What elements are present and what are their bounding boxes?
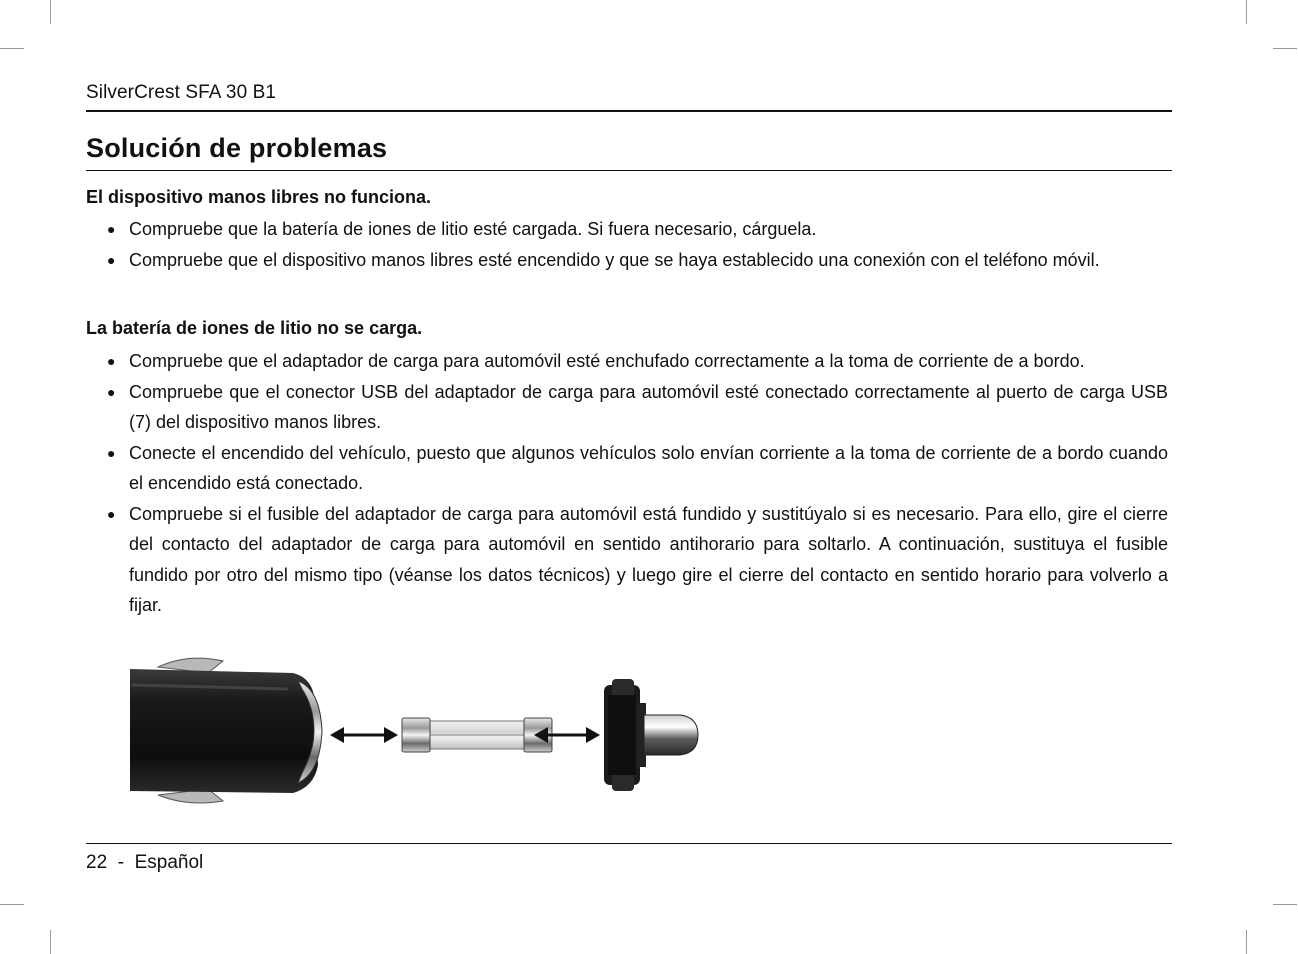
contact-cap-image	[604, 679, 698, 791]
bullet-icon: ●	[107, 353, 116, 369]
bullet-icon: ●	[107, 444, 116, 461]
crop-mark	[1246, 0, 1247, 24]
solution-list	[104, 346, 1168, 621]
double-arrow-icon	[534, 727, 600, 743]
list-item-text: Compruebe que el dispositivo manos libres esté encendido y que se haya establecido una conexión con el teléfono móvil.	[129, 249, 1100, 270]
bullet-icon: ●	[107, 505, 116, 522]
bullet-icon: ●	[107, 383, 116, 400]
list-item	[104, 346, 1168, 377]
crop-mark	[1273, 48, 1297, 49]
list-item-text: Compruebe que el adaptador de carga para automóvil esté enchufado correctamente a la toma de corriente de a bordo.	[129, 351, 1085, 371]
list-item-text: Compruebe si el fusible del adaptador de carga para automóvil está fundido y sustitúyalo si es necesario. Para ello, gire el cierre del contacto del adaptador de carga para automóvil en sentido antihorario para soltarlo. A continuación, sustituya el fusible fundido por otro del mismo tipo (véanse los datos técnicos) y luego gire el cierre del contacto en sentido horario para volverlo a fijar.	[129, 503, 1168, 615]
fuse-replacement-figure	[128, 655, 708, 807]
crop-mark	[1246, 930, 1247, 954]
list-item	[104, 377, 1168, 438]
problem-heading: La batería de iones de litio no se carga.	[86, 318, 423, 338]
list-item-text: Compruebe que el conector USB del adaptador de carga para automóvil esté conectado correctamente al puerto de carga USB (7) del dispositivo manos libres.	[129, 381, 1168, 432]
bullet-icon: ●	[107, 221, 116, 237]
footer-rule	[86, 843, 1172, 844]
crop-mark	[0, 904, 24, 905]
crop-mark	[1273, 904, 1297, 905]
list-item	[104, 438, 1168, 499]
list-item-text: Conecte el encendido del vehículo, puesto que algunos vehículos solo envían corriente a la toma de corriente de a bordo cuando el encendido está conectado.	[129, 442, 1168, 493]
bullet-icon: ●	[107, 251, 116, 268]
section-title: Solución de problemas	[86, 133, 388, 163]
footer-language: Español	[134, 852, 204, 873]
list-item	[104, 499, 1168, 621]
page-number: 22	[86, 852, 108, 873]
page-header-title: SilverCrest SFA 30 B1	[86, 82, 277, 103]
list-item	[104, 245, 1168, 276]
crop-mark	[50, 930, 51, 954]
list-item	[104, 214, 1168, 245]
double-arrow-icon	[330, 727, 398, 743]
footer-separator: -	[117, 852, 125, 873]
problem-heading: El dispositivo manos libres no funciona.	[86, 187, 432, 207]
solution-list	[104, 214, 1168, 275]
car-adapter-image	[130, 658, 322, 803]
list-item-text: Compruebe que la batería de iones de litio esté cargada. Si fuera necesario, cárguela.	[129, 219, 817, 239]
crop-mark	[0, 48, 24, 49]
crop-mark	[50, 0, 51, 24]
section-rule	[86, 170, 1172, 171]
header-rule	[86, 110, 1172, 112]
fuse-image	[402, 718, 552, 752]
page-footer	[86, 852, 203, 874]
